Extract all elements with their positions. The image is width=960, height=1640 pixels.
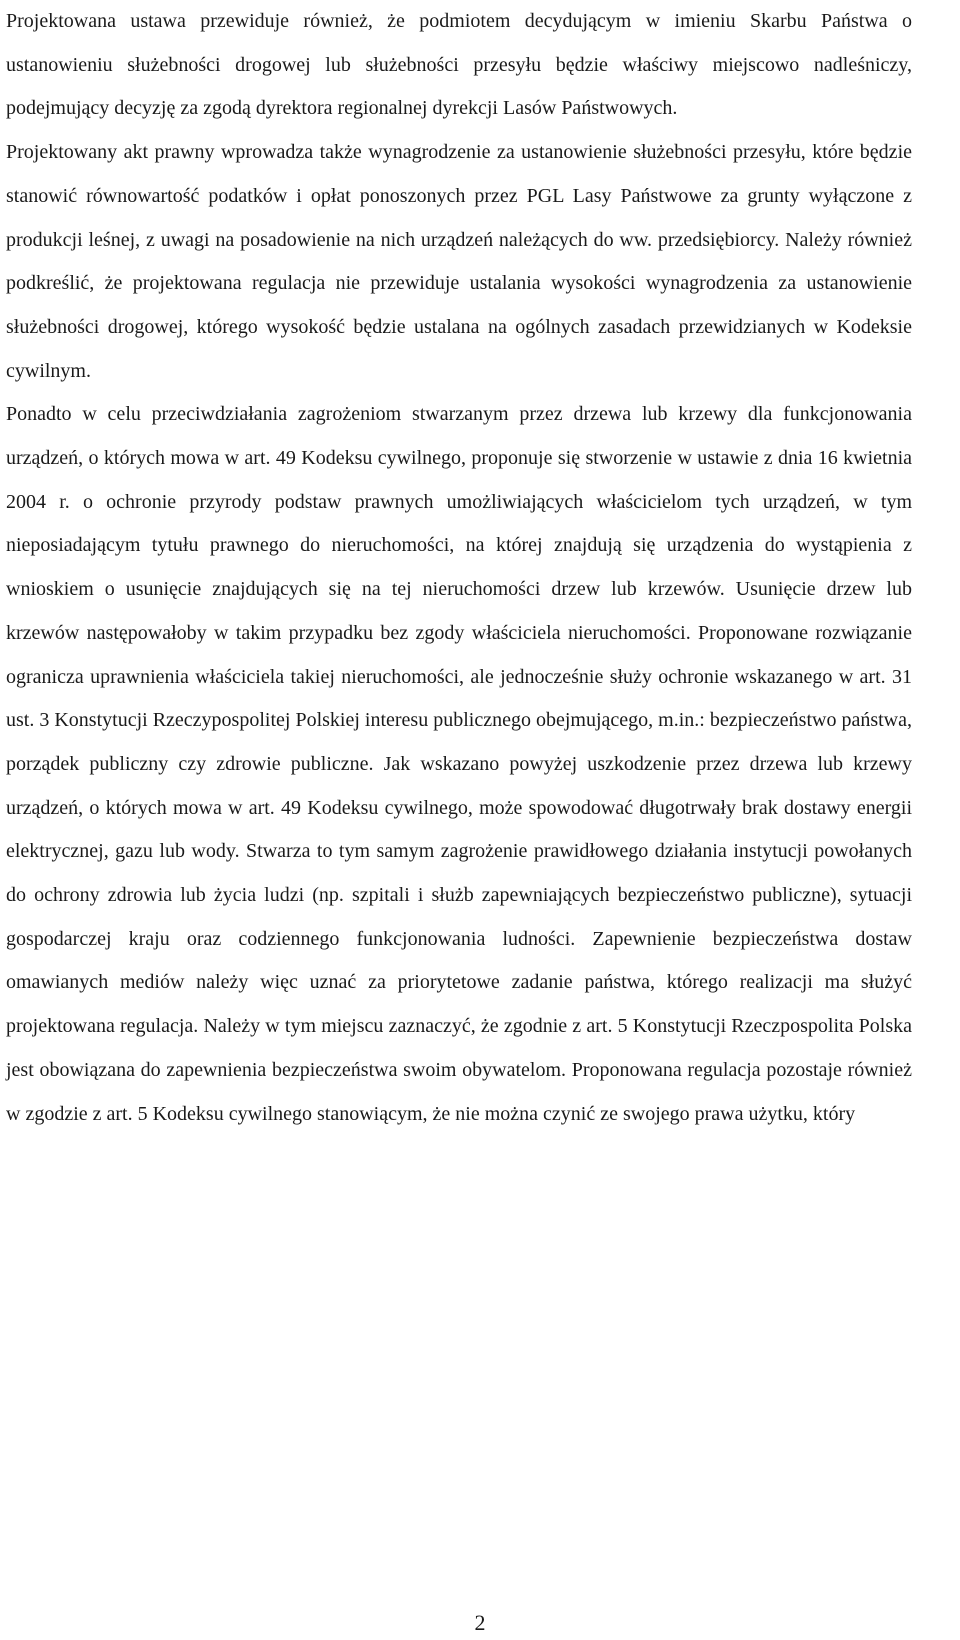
paragraph-2: Projektowany akt prawny wprowadza także wynagrodzenie za ustanowienie służebności przesyłu, które będzie stanowić równowartość podatków i opłat ponoszonych przez PGL Lasy Państwowe za grunty wyłączone z produkcji leśnej, z uwagi na posadowienie na nich urządzeń należących do ww. przedsiębiorcy. Należy również podkreślić, że projektowana regulacja nie przewiduje ustalania wysokości wynagrodzenia za ustanowienie służebności drogowej, którego wysokość będzie ustalana na ogólnych zasadach przewidzianych w Kodeksie cywilnym. <box>6 141 912 382</box>
paragraph-3: Ponadto w celu przeciwdziałania zagrożeniom stwarzanym przez drzewa lub krzewy dla funkcjonowania urządzeń, o których mowa w art. 49 Kodeksu cywilnego, proponuje się stworzenie w ustawie z dnia 16 kwietnia 2004 r. o ochronie przyrody podstaw prawnych umożliwiających właścicielom tych urządzeń, w tym nieposiadającym tytułu prawnego do nieruchomości, na której znajdują się urządzenia do wystąpienia z wnioskiem o usunięcie znajdujących się na tej nieruchomości drzew lub krzewów. Usunięcie drzew lub krzewów następowałoby w takim przypadku bez zgody właściciela nieruchomości. Proponowane rozwiązanie ogranicza uprawnienia właściciela takiej nieruchomości, ale jednocześnie służy ochronie wskazanego w art. 31 ust. 3 Konstytucji Rzeczypospolitej Polskiej interesu publicznego obejmującego, m.in.: bezpieczeństwo państwa, porządek publiczny czy zdrowie publiczne. Jak wskazano powyżej uszkodzenie przez drzewa lub krzewy urządzeń, o których mowa w art. 49 Kodeksu cywilnego, może spowodować długotrwały brak dostawy energii elektrycznej, gazu lub wody. Stwarza to tym samym zagrożenie prawidłowego działania instytucji powołanych do ochrony zdrowia lub życia ludzi (np. szpitali i służb zapewniających bezpieczeństwo publiczne), sytuacji gospodarczej kraju oraz codziennego funkcjonowania ludności. Zapewnienie bezpieczeństwa dostaw omawianych mediów należy więc uznać za priorytetowe zadanie państwa, którego realizacji ma służyć projektowana regulacja. Należy w tym miejscu zaznaczyć, że zgodnie z art. 5 Konstytucji Rzeczpospolita Polska jest obowiązana do zapewnienia bezpieczeństwa swoim obywatelom. Proponowana regulacja pozostaje również w zgodzie z art. 5 Kodeksu cywilnego stanowiącym, że nie można czynić ze swojego prawa użytku, który <box>6 403 912 1125</box>
document-body <box>6 0 912 1136</box>
paragraph-1: Projektowana ustawa przewiduje również, że podmiotem decydującym w imieniu Skarbu Państwa o ustanowieniu służebności drogowej lub służebności przesyłu będzie właściwy miejscowo nadleśniczy, podejmujący decyzję za zgodą dyrektora regionalnej dyrekcji Lasów Państwowych. <box>6 10 912 120</box>
page-number: 2 <box>474 1610 486 1635</box>
